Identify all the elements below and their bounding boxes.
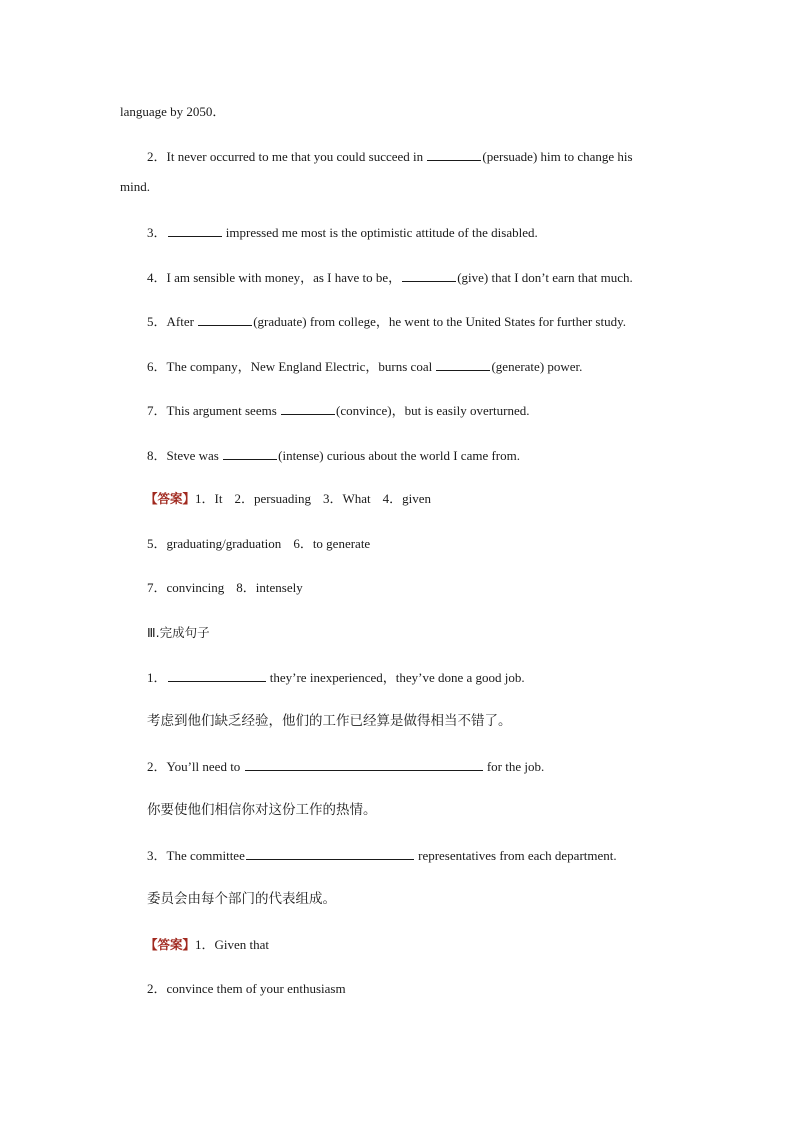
question-text-post: impressed me most is the optimistic attitude of the disabled.	[222, 225, 538, 240]
answer-tag: 【答案】	[145, 937, 196, 952]
question-text-post: (give) that I don’t earn that much.	[457, 270, 633, 285]
answer-8: 8．intensely	[236, 580, 303, 595]
question-text-post: they’re inexperienced，they’ve done a good job.	[266, 670, 525, 685]
question-number: 3．	[147, 848, 167, 863]
question-3	[147, 224, 538, 241]
sentence-3	[147, 847, 617, 864]
answer-blank[interactable]	[427, 148, 481, 161]
sentence-2	[147, 758, 544, 775]
question-text-pre: The company，New England Electric，burns coal	[166, 359, 436, 374]
question-2-wrap: mind.	[120, 179, 150, 194]
answer-4: 4．given	[382, 491, 432, 506]
answer-blank[interactable]	[402, 269, 456, 282]
carry-over-line: language by 2050．	[120, 104, 226, 119]
answer-p3-1: 1．Given that	[195, 937, 270, 952]
sentence-1-translation: 考虑到他们缺乏经验，他们的工作已经算是做得相当不错了。	[147, 713, 512, 729]
answer-7: 7．convincing	[147, 580, 225, 595]
question-text-post: (graduate) from college，he went to the United States for further study.	[253, 314, 626, 329]
answer-2: 2．persuading	[234, 491, 312, 506]
question-text-pre: The committee	[166, 848, 245, 863]
question-text-post: for the job.	[483, 759, 545, 774]
answer-p3-2: 2．convince them of your enthusiasm	[147, 981, 346, 996]
answer-blank[interactable]	[246, 847, 414, 860]
question-number: 8．	[147, 448, 167, 463]
sentence-1	[147, 669, 525, 686]
question-text-pre: You’ll need to	[166, 759, 244, 774]
answer-blank[interactable]	[223, 447, 277, 460]
question-6	[147, 358, 582, 375]
answer-blank[interactable]	[281, 402, 335, 415]
answer-line-5	[147, 981, 346, 997]
question-8	[147, 447, 520, 464]
question-5	[147, 313, 626, 330]
question-text-post: representatives from each department.	[414, 848, 617, 863]
question-number: 3．	[147, 225, 167, 240]
question-text-pre: This argument seems	[166, 403, 281, 418]
answer-1: 1．It	[195, 491, 223, 506]
answer-6: 6．to generate	[293, 536, 371, 551]
question-text-pre: I am sensible with money，as I have to be，	[166, 270, 402, 285]
answer-5: 5．graduating/graduation	[147, 536, 282, 551]
question-text-post: (convince)，but is easily overturned.	[336, 403, 530, 418]
sentence-3-translation: 委员会由每个部门的代表组成。	[147, 891, 336, 907]
answer-blank[interactable]	[245, 758, 483, 771]
answer-3: 3．What	[323, 491, 371, 506]
question-text-pre: After	[166, 314, 198, 329]
answer-line-1	[145, 491, 431, 507]
answer-tag: 【答案】	[145, 491, 196, 506]
answer-blank[interactable]	[436, 358, 490, 371]
answer-blank[interactable]	[168, 669, 266, 682]
question-2	[147, 148, 633, 165]
question-text-post: (intense) curious about the world I came from.	[278, 448, 520, 463]
question-number: 2．	[147, 759, 167, 774]
answer-line-4	[145, 937, 269, 953]
question-text-pre: It never occurred to me that you could succeed in	[166, 149, 427, 164]
question-text-post: (persuade) him to change his	[482, 149, 633, 164]
question-text-post: (generate) power.	[491, 359, 583, 374]
section-title: Ⅲ.完成句子	[147, 625, 210, 640]
answer-line-2	[147, 536, 370, 552]
question-text-pre: Steve was	[166, 448, 223, 463]
question-number: 6．	[147, 359, 167, 374]
question-number: 1．	[147, 670, 167, 685]
question-number: 5．	[147, 314, 167, 329]
question-7	[147, 402, 530, 419]
question-number: 4．	[147, 270, 167, 285]
question-4	[147, 269, 633, 286]
answer-blank[interactable]	[168, 224, 222, 237]
answer-blank[interactable]	[198, 313, 252, 326]
sentence-2-translation: 你要使他们相信你对这份工作的热情。	[147, 802, 377, 818]
question-number: 7．	[147, 403, 167, 418]
answer-line-3	[147, 580, 303, 596]
question-number: 2．	[147, 149, 167, 164]
